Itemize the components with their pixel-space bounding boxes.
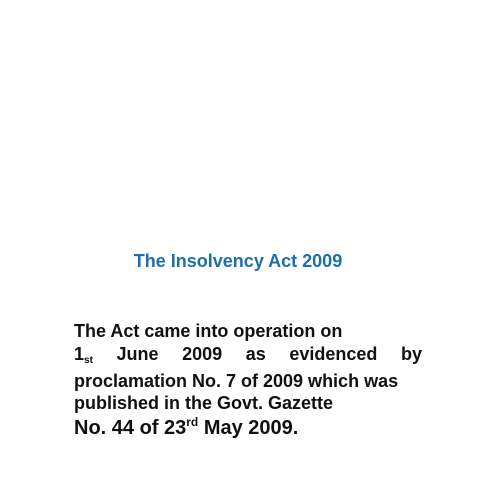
date-superscript: rd: [186, 415, 199, 429]
date-day: 1st: [74, 344, 93, 366]
line-2-word: June: [116, 344, 159, 364]
body-line-1: The Act came into operation on: [74, 321, 343, 341]
gazette-ref: No. 44 of 23: [74, 417, 187, 439]
date-day-ordinal: st: [84, 355, 93, 366]
line-2-word: evidenced: [289, 344, 378, 364]
document-title: The Insolvency Act 2009: [133, 251, 343, 271]
line-2-word: by: [400, 344, 422, 364]
body-line-3: proclamation No. 7 of 2009 which was: [74, 371, 399, 391]
gazette-date: May 2009.: [198, 417, 299, 439]
line-2-word: 2009: [182, 344, 223, 364]
body-line-5: [74, 415, 422, 443]
document-body: [74, 320, 422, 443]
line-2-word: as: [245, 344, 266, 364]
body-line-4: published in the Govt. Gazette: [74, 393, 334, 413]
body-line-2: [74, 342, 422, 370]
